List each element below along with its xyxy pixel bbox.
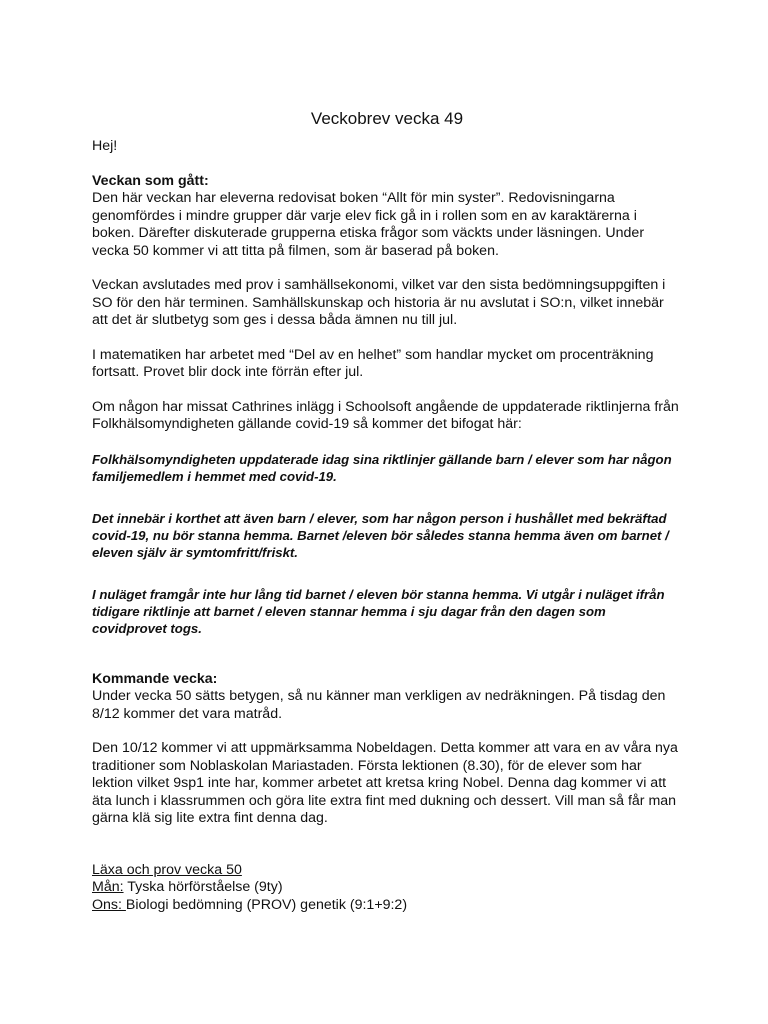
paragraph-covid-guidelines-intro: Om någon har missat Cathrines inlägg i Schoolsoft angående de uppdaterade riktlinjerna från Folkhälsomyndigheten gällande covid-19 så kommer det bifogat här: [92,398,679,432]
homework-day-label: Ons: [92,896,126,913]
greeting: Hej! [92,138,118,154]
homework-item [92,879,682,897]
homework-item-text: Biologi bedömning (PROV) genetik (9:1+9:2) [125,896,408,913]
page-title: Veckobrev vecka 49 [310,109,464,128]
homework-item-text: Tyska hörförståelse (9ty) [123,879,283,895]
paragraph-nobel-day: Den 10/12 kommer vi att uppmärksamma Nobeldagen. Detta kommer att vara en av våra nya traditioner som Noblaskolan Mariastaden. Första lektionen (8.30), för de elever som har lektion vilket 9sp1 inte har, kommer arbetet att kretsa kring Nobel. Denna dag kommer vi att äta lunch i klassrummen och göra lite extra fint med dukning och dessert. Vill man så får man gärna klä sig lite extra fint denna dag. [92,740,678,826]
letter-page [92,108,682,914]
section-heading-coming-week: Kommande vecka: [92,670,218,687]
paragraph-economics-test: Veckan avslutades med prov i samhällsekonomi, vilket var den sista bedömningsuppgiften i SO för den här terminen. Samhällskunskap och historia är nu avslutat i SO:n, vilket innebär att det är slutbetyg som ges i dessa båda ämnen nu till jul. [92,277,666,328]
homework-title: Läxa och prov vecka 50 [92,861,242,878]
quote-duration: I nuläget framgår inte hur lång tid barnet / eleven bör stanna hemma. Vi utgår i nuläget ifrån tidigare riktlinje att barnet / eleven stannar hemma i sju dagar från den dagen som covidprovet togs. [92,586,665,636]
homework-item [92,897,682,915]
paragraph-book-presentation: Den här veckan har eleverna redovisat boken “Allt för min syster”. Redovisningarna genomfördes i mindre grupper där varje elev fick gå in i rollen som en av karaktärerna i boken. Därefter diskuterade grupperna etiska frågor som väckts under läsningen. Under vecka 50 kommer vi att titta på filmen, som är baserad på boken. [92,190,645,259]
paragraph-mathematics: I matematiken har arbetet med “Del av en helhet” som handlar mycket om procenträkning fortsatt. Provet blir dock inte förrän efter jul. [92,346,654,380]
quote-guidelines-update: Folkhälsomyndigheten uppdaterade idag sina riktlinjer gällande barn / elever som har någon familjemedlem i hemmet med covid-19. [92,451,672,484]
section-heading-week-past: Veckan som gått: [92,172,209,189]
paragraph-grades: Under vecka 50 sätts betygen, så nu känner man verkligen av nedräkningen. På tisdag den 8/12 kommer det vara matråd. [92,688,666,722]
quote-stay-home: Det innebär i korthet att även barn / elever, som har någon person i hushållet med bekräftad covid-19, nu bör stanna hemma. Barnet /eleven bör således stanna hemma även om barnet / eleven själv är symtomfritt/friskt. [92,510,669,560]
homework-day-label: Mån: [92,879,124,895]
